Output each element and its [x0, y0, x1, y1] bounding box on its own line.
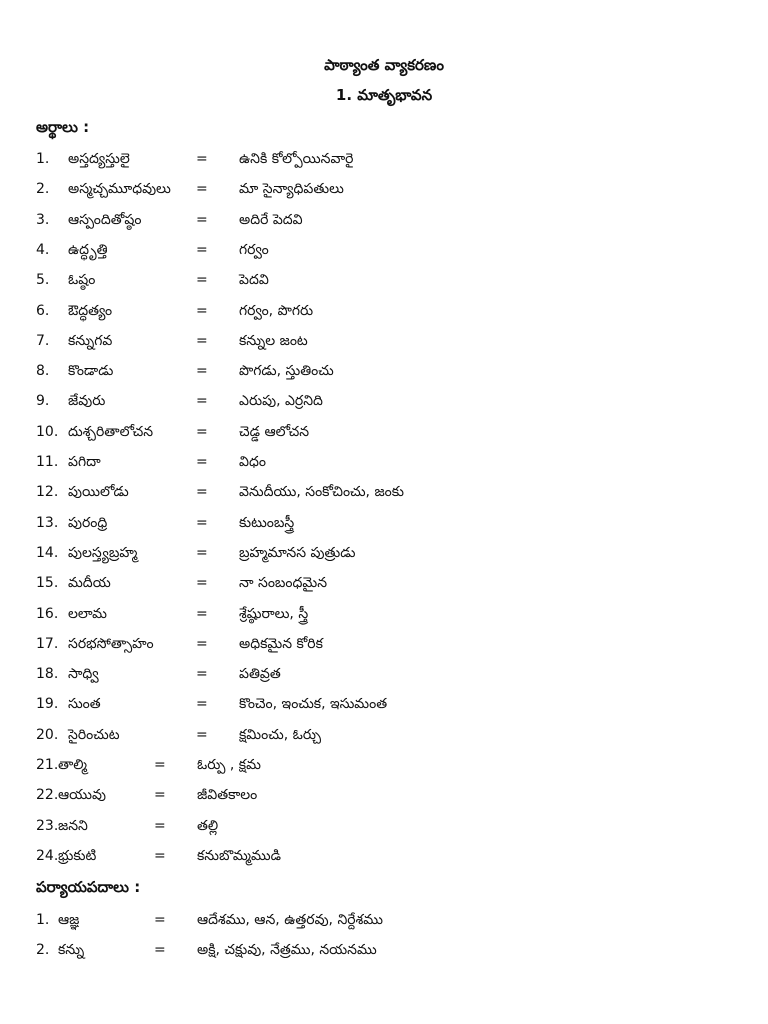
item-meaning: జీవితకాలం: [197, 787, 258, 804]
item-meaning: గర్వం, పొగరు: [239, 302, 314, 319]
equals-sign: =: [196, 575, 208, 592]
item-word: అస్తద్యస్తులై: [68, 151, 130, 167]
item-meaning: మా సైన్యాధిపతులు: [239, 181, 344, 198]
item-word: సుంత: [68, 696, 101, 713]
equals-sign: =: [154, 912, 166, 928]
equals-sign: =: [196, 181, 208, 198]
item-word: పుయిలోడు: [68, 484, 129, 501]
item-meaning: అధికమైన కోరిక: [239, 635, 323, 652]
lesson-title: 1. మాతృభావన: [335, 86, 433, 104]
item-number: 14.: [36, 544, 59, 561]
item-meaning: బ్రహ్మమానస పుత్రుడు: [239, 544, 356, 561]
item-word: కన్ను: [58, 942, 85, 959]
item-meaning: గర్వం: [239, 241, 269, 258]
equals-sign: =: [196, 241, 208, 258]
item-word: మదీయ: [68, 575, 111, 592]
item-meaning: కొంచెం, ఇంచుక, ఇసుమంత: [239, 696, 388, 713]
equals-sign: =: [196, 696, 208, 713]
item-meaning: తల్లి: [197, 817, 219, 834]
item-word: సాధ్వి: [68, 666, 99, 683]
item-number: 6.: [36, 302, 50, 319]
item-meaning: ఓర్పు , క్షమ: [197, 757, 261, 773]
item-meaning: ఆదేశము, ఆన, ఉత్తరవు, నిర్దేశము: [197, 912, 383, 928]
item-number: 8.: [36, 363, 50, 380]
meanings-heading: అర్థాలు :: [36, 118, 90, 136]
item-number: 1.: [36, 912, 50, 928]
equals-sign: =: [196, 393, 208, 410]
item-meaning: పతివ్రత: [239, 666, 281, 683]
equals-sign: =: [196, 332, 208, 349]
equals-sign: =: [196, 484, 208, 501]
item-word: పురంధ్రి: [68, 514, 108, 531]
equals-sign: =: [196, 211, 208, 228]
item-word: ఓష్ఠం: [68, 272, 96, 289]
equals-sign: =: [196, 726, 208, 743]
item-number: 21.: [36, 757, 59, 773]
item-meaning: పెదవి: [239, 272, 269, 289]
equals-sign: =: [196, 635, 208, 652]
item-meaning: నా సంబంధమైన: [239, 575, 328, 592]
item-word: ఔద్ధత్యం: [68, 302, 113, 319]
item-word: పగిదా: [68, 454, 101, 470]
item-number: 11.: [36, 454, 59, 470]
item-number: 9.: [36, 393, 50, 410]
item-number: 5.: [36, 272, 50, 289]
item-meaning: ఉనికి కోల్పోయినవారై: [239, 151, 354, 167]
item-word: పులస్త్యబ్రహ్మ: [68, 544, 138, 561]
equals-sign: =: [154, 757, 166, 773]
item-word: కన్నుగవ: [68, 332, 113, 349]
item-meaning: కనుబొమ్మముడి: [197, 847, 281, 864]
item-word: కొండాడు: [68, 363, 114, 380]
item-meaning: ఎరుపు, ఎర్రనిది: [239, 393, 323, 410]
item-word: ఆయువు: [58, 787, 106, 804]
item-number: 4.: [36, 241, 50, 258]
equals-sign: =: [154, 817, 166, 834]
item-number: 23.: [36, 817, 59, 834]
item-meaning: వెనుదీయు, సంకోచించు, జంకు: [239, 484, 404, 501]
item-number: 13.: [36, 514, 59, 531]
synonyms-heading: పర్యాయపదాలు :: [36, 878, 141, 896]
equals-sign: =: [196, 514, 208, 531]
item-number: 22.: [36, 787, 59, 804]
item-meaning: చెడ్డ ఆలోచన: [239, 423, 310, 440]
item-number: 18.: [36, 666, 59, 683]
item-number: 2.: [36, 181, 50, 198]
equals-sign: =: [196, 605, 208, 622]
item-number: 17.: [36, 635, 59, 652]
item-word: తాల్మి: [58, 757, 88, 773]
item-meaning: క్షమించు, ఓర్చు: [239, 726, 322, 743]
item-word: భ్రుకుటి: [58, 847, 97, 864]
item-meaning: కుటుంబస్త్రీ: [239, 514, 295, 531]
item-meaning: పొగడు, స్తుతించు: [239, 363, 334, 380]
item-number: 15.: [36, 575, 59, 592]
equals-sign: =: [154, 942, 166, 959]
item-number: 20.: [36, 726, 59, 743]
item-number: 19.: [36, 696, 59, 713]
item-number: 3.: [36, 211, 50, 228]
item-word: ఆస్పందితోష్ఠం: [68, 211, 142, 228]
page-title: పాఠ్యాంత వ్యాకరణం: [324, 56, 444, 74]
item-meaning: విధం: [239, 454, 266, 470]
item-word: దుశ్చరితాలోచన: [68, 423, 154, 440]
item-word: సరభసోత్సాహం: [68, 635, 154, 652]
item-number: 24.: [36, 847, 59, 864]
equals-sign: =: [196, 666, 208, 683]
item-number: 12.: [36, 484, 59, 501]
item-number: 7.: [36, 332, 50, 349]
item-word: అస్మచ్చమూధవులు: [68, 181, 171, 198]
equals-sign: =: [196, 302, 208, 319]
item-word: ఆజ్ఞ: [58, 912, 80, 928]
item-number: 16.: [36, 605, 59, 622]
item-meaning: శ్రేష్ఠురాలు, స్త్రీ: [239, 605, 309, 622]
equals-sign: =: [154, 847, 166, 864]
equals-sign: =: [154, 787, 166, 804]
item-meaning: అక్షి, చక్షువు, నేత్రము, నయనము: [197, 942, 377, 959]
equals-sign: =: [196, 363, 208, 380]
item-word: జనని: [58, 817, 88, 834]
item-word: జేవురు: [68, 393, 106, 410]
item-word: సైరించుట: [68, 726, 120, 743]
item-word: ఉద్ధృత్తి: [68, 241, 108, 258]
item-number: 2.: [36, 942, 50, 959]
item-meaning: కన్నుల జంట: [239, 332, 308, 349]
item-number: 1.: [36, 151, 50, 167]
equals-sign: =: [196, 423, 208, 440]
equals-sign: =: [196, 272, 208, 289]
equals-sign: =: [196, 544, 208, 561]
item-number: 10.: [36, 423, 59, 440]
equals-sign: =: [196, 454, 208, 470]
item-word: లలామ: [68, 605, 107, 622]
item-meaning: అదిరే పెదవి: [239, 211, 303, 228]
equals-sign: =: [196, 151, 208, 167]
